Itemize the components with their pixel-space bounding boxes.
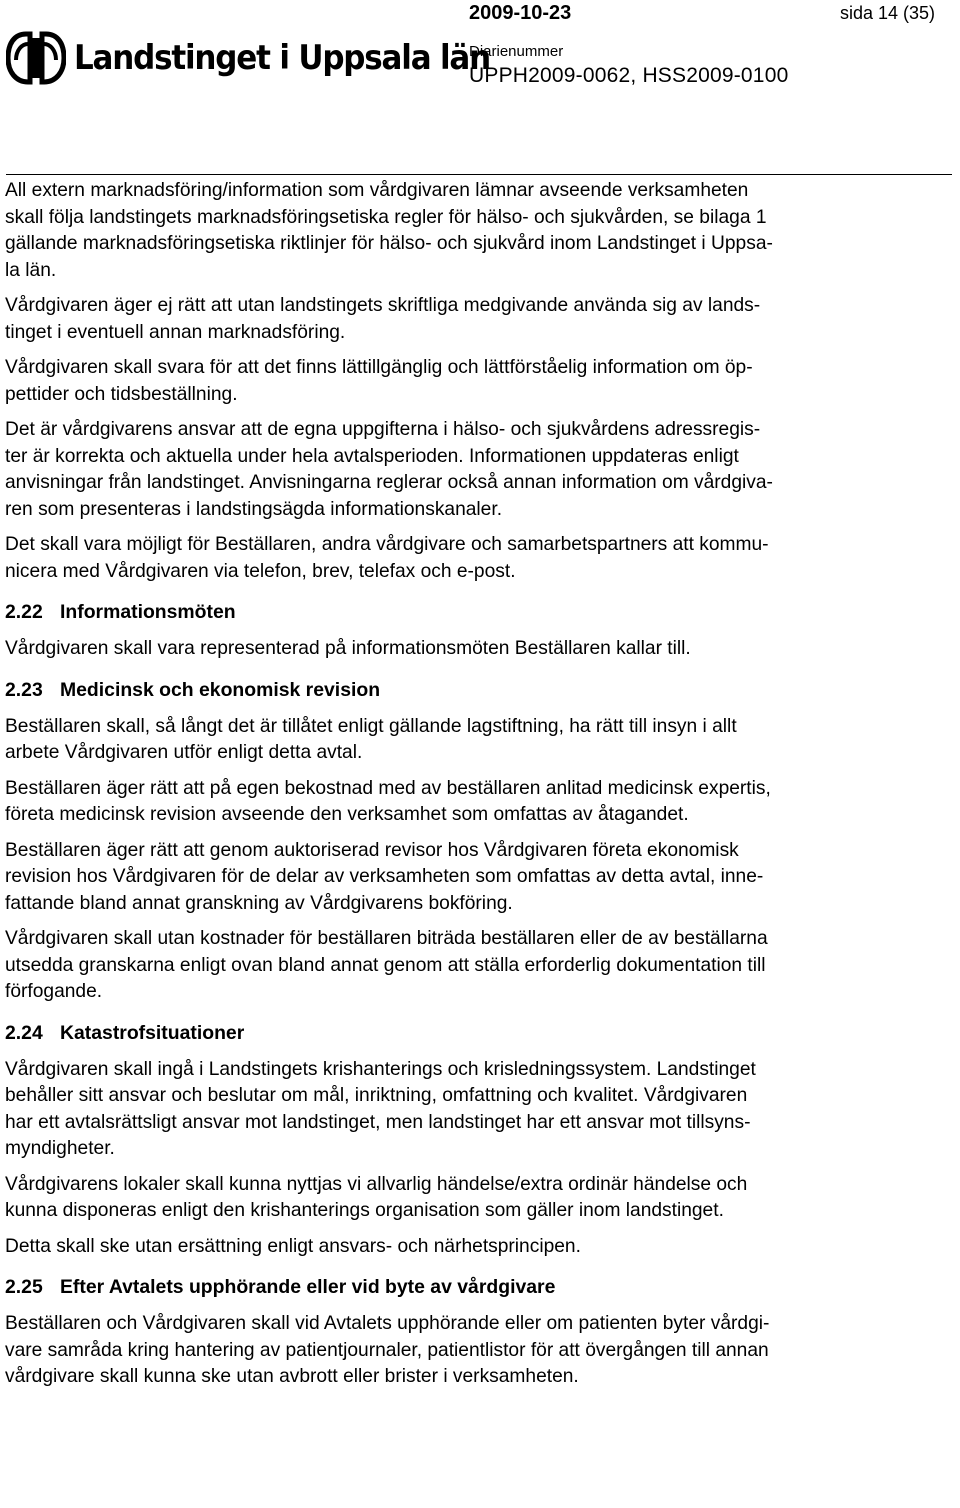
paragraph [5, 776, 955, 829]
paragraph [5, 926, 955, 1006]
paragraph [5, 293, 955, 346]
section-title: Medicinsk och ekonomisk revision [60, 678, 381, 701]
section-heading [5, 1276, 955, 1299]
paragraph [5, 355, 955, 408]
text-line: skall följa landstingets marknadsföringsetiska regler för hälso- och sjukvården, se bilaga 1 [5, 206, 767, 228]
section-number: 2.22 [5, 601, 43, 623]
text-line: Vårdgivaren skall utan kostnader för beställaren biträda beställaren eller de av beställarna [5, 928, 768, 949]
text-line: Vårdgivarens lokaler skall kunna nyttjas vi allvarlig händelse/extra ordinär händelse och [5, 1173, 748, 1195]
text-line: arbete Vårdgivaren utför enligt detta avtal. [5, 742, 363, 763]
text-line: Beställaren skall, så långt det är tillåtet enligt gällande lagstiftning, ha rätt till insyn i allt [5, 715, 737, 737]
section-number: 2.25 [5, 1276, 43, 1298]
diarie-label: Diarienummer [469, 43, 564, 60]
landsting-emblem-icon [6, 30, 66, 86]
paragraph [5, 1172, 955, 1225]
paragraph [5, 1311, 955, 1391]
text-line: Vårdgivaren skall ingå i Landstingets krishanterings och krisledningssystem. Landstinget [5, 1058, 756, 1080]
text-line: ren som presenteras i landstingsägda informationskanaler. [5, 498, 503, 520]
text-line: behåller sitt ansvar och beslutar om mål, inriktning, omfattning och kvalitet. Vårdgivaren [5, 1085, 748, 1106]
section-heading [5, 601, 955, 624]
paragraph [5, 532, 955, 585]
text-line: nicera med Vårdgivaren via telefon, brev, telefax och e-post. [5, 560, 516, 582]
header-divider [6, 174, 952, 175]
text-line: Beställaren äger rätt att genom auktoriserad revisor hos Vårdgivaren företa ekonomisk [5, 839, 739, 861]
paragraph [5, 1234, 955, 1261]
text-line: Det är vårdgivarens ansvar att de egna uppgifterna i hälso- och sjukvårdens adressregis- [5, 419, 761, 440]
text-line: företa medicinsk revision avseende den verksamhet som omfattas av åtagandet. [5, 804, 689, 825]
text-line: förfogande. [5, 981, 103, 1002]
text-line: fattande bland annat granskning av Vårdgivarens bokföring. [5, 892, 513, 914]
text-line: anvisningar från landstinget. Anvisningarna reglerar också annan information om vårdgiva- [5, 472, 773, 493]
text-line: Det skall vara möjligt för Beställaren, andra vårdgivare och samarbetspartners att kommu- [5, 534, 769, 555]
section-number: 2.24 [5, 1021, 43, 1044]
text-line: kunna disponeras enligt den krishanterings organisation som gäller inom landstinget. [5, 1200, 724, 1221]
section-heading [5, 1022, 955, 1045]
paragraph [5, 178, 955, 284]
text-line: Beställaren och Vårdgivaren skall vid Avtalets upphörande eller om patienten byter vårdgi- [5, 1313, 770, 1334]
text-line: la län. [5, 259, 57, 281]
text-line: myndigheter. [5, 1138, 115, 1159]
text-line: har ett avtalsrättsligt ansvar mot landstinget, men landstinget har ett ansvar mot tillsyns- [5, 1111, 751, 1133]
text-line: gällande marknadsföringsetiska riktlinjer för hälso- och sjukvård inom Landstinget i Uppsa- [5, 233, 773, 254]
text-line: pettider och tidsbeställning. [5, 383, 238, 405]
paragraph [5, 714, 955, 767]
document-body [5, 178, 955, 1400]
document-date: 2009-10-23 [469, 2, 572, 24]
text-line: vare samråda kring hantering av patientjournaler, patientlistor för att övergången till annan [5, 1339, 769, 1361]
section-title: Efter Avtalets upphörande eller vid byte av vårdgivare [60, 1276, 556, 1298]
text-line: Vårdgivaren skall svara för att det finns lättillgänglig och lättförståelig information om öp- [5, 357, 753, 378]
text-line: vårdgivare skall kunna ske utan avbrott eller brister i verksamheten. [5, 1366, 579, 1387]
text-line: All extern marknadsföring/information som vårdgivaren lämnar avseende verksamheten [5, 180, 749, 201]
text-line: Beställaren äger rätt att på egen bekostnad med av beställaren anlitad medicinsk expertis, [5, 777, 771, 799]
page-number: sida 14 (35) [840, 3, 936, 23]
text-line: utsedda granskarna enligt ovan bland annat genom att ställa erforderlig dokumentation till [5, 954, 766, 976]
org-name: Landstinget i Uppsala län [74, 38, 491, 78]
paragraph [5, 417, 955, 523]
text-line: tinget i eventuell annan marknadsföring. [5, 321, 346, 343]
text-line: ter är korrekta och aktuella under hela avtalsperioden. Informationen uppdateras enligt [5, 445, 739, 467]
paragraph [5, 636, 955, 663]
text-line: Vårdgivaren äger ej rätt att utan landstingets skriftliga medgivande använda sig av lands- [5, 295, 761, 316]
diarie-number: UPPH2009-0062, HSS2009-0100 [469, 64, 789, 87]
paragraph [5, 1057, 955, 1163]
page-header [0, 0, 960, 100]
section-title: Katastrofsituationer [60, 1021, 245, 1044]
section-title: Informationsmöten [60, 601, 236, 623]
section-number: 2.23 [5, 678, 43, 701]
paragraph [5, 838, 955, 918]
text-line: Vårdgivaren skall vara representerad på informationsmöten Beställaren kallar till. [5, 638, 691, 659]
text-line: revision hos Vårdgivaren för de delar av verksamheten som omfattas av detta avtal, inne- [5, 866, 764, 887]
text-line: Detta skall ske utan ersättning enligt ansvars- och närhetsprincipen. [5, 1235, 581, 1257]
section-heading [5, 679, 955, 702]
org-logo [6, 30, 490, 86]
